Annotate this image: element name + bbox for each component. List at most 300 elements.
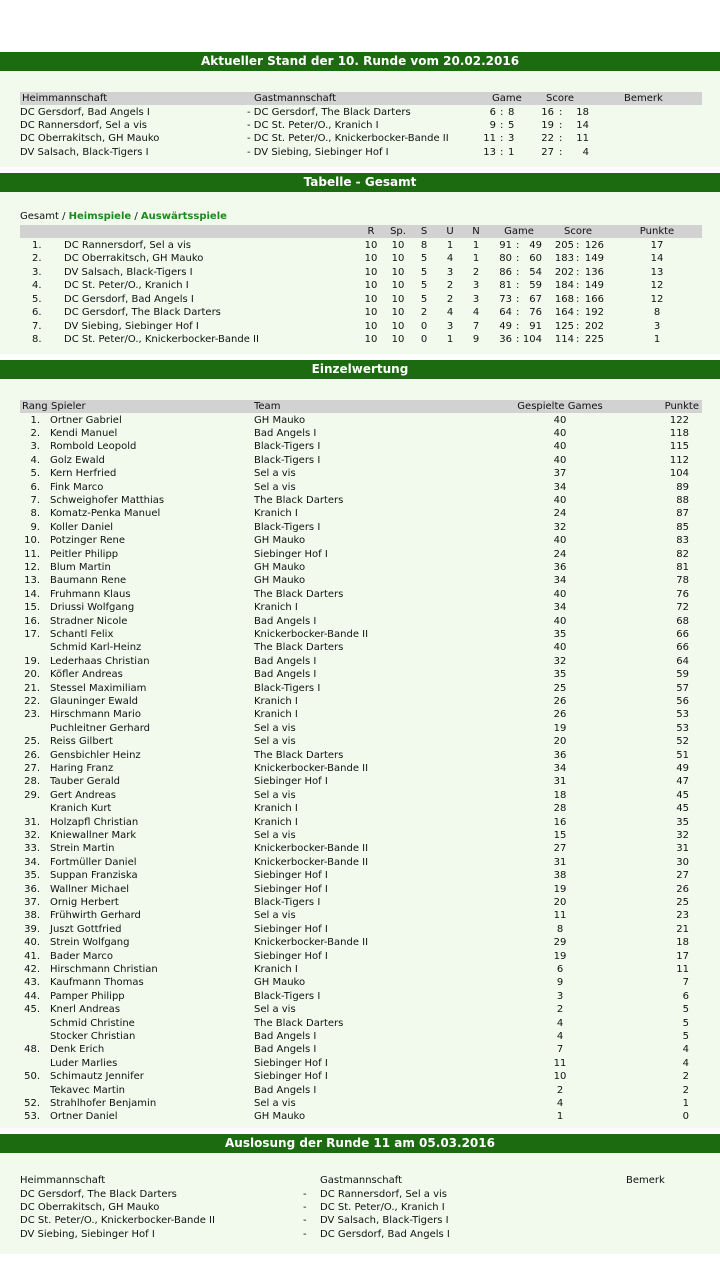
score-away: 11	[576, 133, 589, 145]
dash: -	[303, 1228, 307, 1240]
losses: 3	[472, 293, 480, 305]
player-points: 76	[676, 588, 689, 600]
guest-team: - DV Siebing, Siebinger Hof I	[247, 146, 389, 158]
header-guest: Gastmannschaft	[320, 1175, 402, 1186]
player-row	[0, 802, 720, 815]
rank: 16.	[24, 615, 40, 627]
player-name: Ortner Gabriel	[50, 414, 122, 426]
player-row	[0, 1110, 720, 1123]
player-name: Bader Marco	[50, 950, 114, 962]
team-name: Sel a vis	[254, 829, 296, 841]
wins: 5	[420, 266, 428, 278]
wins: 2	[420, 307, 428, 319]
rank: 42.	[24, 963, 40, 975]
score-won: 184	[554, 280, 574, 292]
played: 10	[391, 307, 405, 319]
player-row	[0, 1084, 720, 1097]
games-played: 35	[553, 669, 567, 681]
position: 8.	[32, 334, 42, 346]
player-name: Schmid Karl-Heinz	[50, 642, 142, 654]
player-row	[0, 695, 720, 708]
filter-all[interactable]: Gesamt	[20, 211, 59, 222]
rank: 34.	[24, 856, 40, 868]
position: 1.	[32, 239, 42, 251]
guest-team: DV Salsach, Black-Tigers I	[320, 1215, 449, 1227]
header-home: Heimmannschaft	[20, 1175, 106, 1186]
score-won: 183	[554, 253, 574, 265]
rank: 52.	[24, 1097, 40, 1109]
player-name: Schmid Christine	[50, 1017, 135, 1029]
player-name: Kranich Kurt	[50, 803, 112, 815]
player-name: Potzinger Rene	[50, 535, 126, 547]
player-row	[0, 548, 720, 561]
rank: 20.	[24, 669, 40, 681]
match-row	[0, 146, 720, 159]
player-points: 4	[682, 1044, 689, 1056]
player-name: Peitler Philipp	[50, 548, 119, 560]
team-name: Bad Angels I	[254, 1030, 317, 1042]
game-home: 6	[489, 106, 496, 118]
header-home: Heimmannschaft	[22, 93, 108, 104]
rank: 35.	[24, 870, 40, 882]
rank: 28.	[24, 776, 40, 788]
wins: 0	[420, 334, 428, 346]
player-row	[0, 816, 720, 829]
team-name: Siebinger Hof I	[254, 950, 328, 962]
played: 10	[391, 320, 405, 332]
draws: 3	[446, 266, 454, 278]
table-row	[0, 306, 720, 319]
draws: 3	[446, 320, 454, 332]
player-points: 23	[676, 910, 689, 922]
player-points: 5	[682, 1004, 689, 1016]
player-points: 82	[676, 548, 689, 560]
header-points: Punkte	[639, 226, 675, 237]
player-points: 4	[682, 1057, 689, 1069]
draw-header-row	[0, 1174, 720, 1187]
player-row	[0, 615, 720, 628]
header-game: Game	[492, 93, 522, 104]
games-played: 28	[553, 803, 567, 815]
player-name: Stocker Christian	[50, 1030, 136, 1042]
colon: :	[576, 239, 580, 251]
draws: 1	[446, 334, 454, 346]
position: 6.	[32, 307, 42, 319]
header-game: Game	[504, 226, 534, 237]
player-row	[0, 842, 720, 855]
header-n: N	[472, 226, 480, 237]
player-row	[0, 856, 720, 869]
player-row	[0, 1043, 720, 1056]
player-name: Köfler Andreas	[50, 669, 123, 681]
header-remark: Bemerk	[624, 93, 663, 104]
player-row	[0, 1003, 720, 1016]
draw-section	[0, 1134, 720, 1254]
games-played: 1	[556, 1111, 564, 1123]
games-played: 16	[553, 816, 567, 828]
rank: 4.	[30, 454, 40, 466]
colon: :	[576, 253, 580, 265]
header-s: S	[420, 226, 428, 237]
player-points: 17	[676, 950, 689, 962]
player-row	[0, 883, 720, 896]
rank: 44.	[24, 990, 40, 1002]
player-points: 66	[676, 628, 689, 640]
team-name: Sel a vis	[254, 910, 296, 922]
player-points: 53	[676, 722, 689, 734]
rank: 15.	[24, 602, 40, 614]
score-won: 168	[554, 293, 574, 305]
table-row	[0, 266, 720, 279]
rounds: 10	[364, 280, 378, 292]
header-sp: Sp.	[390, 226, 406, 237]
games-played: 32	[553, 521, 567, 533]
team-name: DC St. Peter/O., Kranich I	[64, 280, 189, 292]
draws: 1	[446, 239, 454, 251]
player-points: 2	[682, 1071, 689, 1083]
player-points: 52	[676, 736, 689, 748]
player-points: 0	[682, 1111, 689, 1123]
colon: :	[576, 266, 580, 278]
table-row	[0, 252, 720, 265]
colon: :	[516, 320, 520, 332]
games-played: 19	[553, 722, 567, 734]
colon: :	[576, 293, 580, 305]
player-name: Strahlhofer Benjamin	[50, 1097, 157, 1109]
score-lost: 202	[584, 320, 604, 332]
team-name: Bad Angels I	[254, 655, 317, 667]
team-name: Knickerbocker-Bande II	[254, 762, 369, 774]
filter-home[interactable]: Heimspiele	[68, 211, 132, 222]
games-played: 40	[553, 427, 567, 439]
table-row	[0, 333, 720, 346]
game-won: 64	[499, 307, 512, 319]
team-name: Kranich I	[254, 508, 298, 520]
games-played: 8	[556, 923, 564, 935]
rank: 22.	[24, 695, 40, 707]
player-name: Ortner Daniel	[50, 1111, 118, 1123]
player-row	[0, 454, 720, 467]
filter-away[interactable]: Auswärtsspiele	[140, 211, 227, 222]
player-row	[0, 1097, 720, 1110]
wins: 5	[420, 280, 428, 292]
player-points: 7	[682, 977, 689, 989]
player-name: Kern Herfried	[50, 468, 117, 480]
games-played: 36	[553, 561, 567, 573]
draws: 4	[446, 307, 454, 319]
player-row	[0, 1030, 720, 1043]
games-played: 34	[553, 762, 567, 774]
player-name: Blum Martin	[50, 561, 111, 573]
player-points: 5	[682, 1030, 689, 1042]
table-row	[0, 320, 720, 333]
team-name: Siebinger Hof I	[254, 923, 328, 935]
team-name: GH Mauko	[254, 535, 306, 547]
player-row	[0, 588, 720, 601]
header-u: U	[446, 226, 454, 237]
player-name: Rombold Leopold	[50, 441, 137, 453]
game-lost: 91	[529, 320, 542, 332]
team-name: The Black Darters	[254, 588, 344, 600]
player-row	[0, 775, 720, 788]
match-row	[0, 132, 720, 145]
header-score: Score	[546, 93, 575, 104]
colon: :	[516, 307, 520, 319]
team-name: Black-Tigers I	[254, 896, 321, 908]
games-played: 34	[553, 602, 567, 614]
player-name: Stradner Nicole	[50, 615, 128, 627]
player-row	[0, 1057, 720, 1070]
game-away: 3	[508, 133, 515, 145]
score-lost: 225	[584, 334, 604, 346]
points: 3	[653, 320, 661, 332]
player-name: Kniewallner Mark	[50, 829, 137, 841]
position: 2.	[32, 253, 42, 265]
rank: 29.	[24, 789, 40, 801]
header-games: Gespielte Games	[517, 401, 603, 412]
player-points: 83	[676, 535, 689, 547]
player-points: 112	[669, 454, 689, 466]
games-played: 35	[553, 628, 567, 640]
players-section	[0, 360, 720, 1128]
player-points: 53	[676, 709, 689, 721]
score-home: 22	[541, 133, 554, 145]
wins: 5	[420, 253, 428, 265]
player-name: Baumann Rene	[50, 575, 127, 587]
player-name: Haring Franz	[50, 762, 114, 774]
player-row	[0, 561, 720, 574]
player-points: 32	[676, 829, 689, 841]
losses: 1	[472, 253, 480, 265]
player-name: Kendi Manuel	[50, 427, 118, 439]
colon: :	[576, 307, 580, 319]
player-row	[0, 735, 720, 748]
team-name: Sel a vis	[254, 481, 296, 493]
rank: 45.	[24, 1004, 40, 1016]
team-name: Siebinger Hof I	[254, 1057, 328, 1069]
rank: 50.	[24, 1071, 40, 1083]
player-name: Stessel Maximiliam	[50, 682, 147, 694]
games-played: 40	[553, 615, 567, 627]
game-won: 36	[499, 334, 512, 346]
position: 4.	[32, 280, 42, 292]
player-name: Puchleitner Gerhard	[50, 722, 151, 734]
player-row	[0, 829, 720, 842]
team-name: Kranich I	[254, 803, 298, 815]
player-row	[0, 668, 720, 681]
header-points: Punkte	[664, 401, 699, 412]
points: 17	[650, 239, 664, 251]
team-name: Kranich I	[254, 602, 298, 614]
home-team: DC Gersdorf, The Black Darters	[20, 1188, 177, 1200]
games-played: 7	[556, 1044, 564, 1056]
team-name: DC Rannersdorf, Sel a vis	[64, 239, 191, 251]
team-name: Siebinger Hof I	[254, 548, 328, 560]
player-row	[0, 963, 720, 976]
team-name: Siebinger Hof I	[254, 870, 328, 882]
guest-team: - DC Gersdorf, The Black Darters	[247, 106, 411, 118]
rounds: 10	[364, 293, 378, 305]
player-name: Wallner Michael	[50, 883, 130, 895]
games-played: 40	[553, 642, 567, 654]
player-name: Schimautz Jennifer	[50, 1071, 144, 1083]
score-won: 164	[554, 307, 574, 319]
score-lost: 126	[584, 239, 604, 251]
player-row	[0, 923, 720, 936]
score-home: 16	[541, 106, 554, 118]
losses: 9	[472, 334, 480, 346]
team-name: Kranich I	[254, 709, 298, 721]
games-played: 19	[553, 950, 567, 962]
player-row	[0, 976, 720, 989]
player-points: 66	[676, 642, 689, 654]
rank: 11.	[24, 548, 40, 560]
losses: 4	[472, 307, 480, 319]
player-name: Denk Erich	[50, 1044, 105, 1056]
player-row	[0, 521, 720, 534]
rank: 7.	[30, 494, 40, 506]
games-played: 40	[553, 588, 567, 600]
position: 3.	[32, 266, 42, 278]
player-row	[0, 467, 720, 480]
colon: :	[559, 106, 563, 118]
team-name: Sel a vis	[254, 1004, 296, 1016]
player-row	[0, 909, 720, 922]
rank: 41.	[24, 950, 40, 962]
rounds: 10	[364, 253, 378, 265]
games-played: 31	[553, 776, 567, 788]
player-points: 89	[676, 481, 689, 493]
points: 13	[650, 266, 664, 278]
game-won: 49	[499, 320, 512, 332]
team-name: Black-Tigers I	[254, 521, 321, 533]
player-points: 72	[676, 602, 689, 614]
team-name: Sel a vis	[254, 1097, 296, 1109]
rank: 13.	[24, 575, 40, 587]
games-played: 26	[553, 695, 567, 707]
table-row	[0, 293, 720, 306]
draw-title: Auslosung der Runde 11 am 05.03.2016	[0, 1134, 720, 1153]
game-lost: 76	[529, 307, 542, 319]
player-points: 11	[676, 963, 689, 975]
game-lost: 59	[529, 280, 542, 292]
player-points: 81	[676, 561, 689, 573]
home-team: DC Oberrakitsch, GH Mauko	[20, 1201, 160, 1213]
draws: 4	[446, 253, 454, 265]
fixture-row	[0, 1228, 720, 1241]
team-name: DV Siebing, Siebinger Hof I	[64, 320, 199, 332]
rank: 27.	[24, 762, 40, 774]
games-played: 24	[553, 548, 567, 560]
rounds: 10	[364, 266, 378, 278]
team-name: Sel a vis	[254, 468, 296, 480]
player-name: Fink Marco	[50, 481, 104, 493]
rank: 6.	[30, 481, 40, 493]
game-home: 11	[483, 133, 496, 145]
player-points: 104	[669, 468, 689, 480]
rounds: 10	[364, 239, 378, 251]
header-r: R	[367, 226, 375, 237]
rank: 1.	[30, 414, 40, 426]
player-points: 21	[676, 923, 689, 935]
player-name: Golz Ewald	[50, 454, 105, 466]
dash: -	[303, 1215, 307, 1227]
games-played: 29	[553, 937, 567, 949]
fixture-row	[0, 1201, 720, 1214]
colon: :	[559, 119, 563, 131]
rank: 37.	[24, 896, 40, 908]
rank: 31.	[24, 816, 40, 828]
player-points: 68	[676, 615, 689, 627]
player-row	[0, 1070, 720, 1083]
rank: 25.	[24, 736, 40, 748]
player-points: 26	[676, 883, 689, 895]
rank: 14.	[24, 588, 40, 600]
player-name: Komatz-Penka Manuel	[50, 508, 161, 520]
match-row	[0, 119, 720, 132]
rank: 38.	[24, 910, 40, 922]
colon: :	[516, 253, 520, 265]
games-played: 37	[553, 468, 567, 480]
round-section	[0, 52, 720, 167]
rank: 5.	[30, 468, 40, 480]
player-points: 49	[676, 762, 689, 774]
team-name: Siebinger Hof I	[254, 1071, 328, 1083]
wins: 8	[420, 239, 428, 251]
header-team: Team	[254, 401, 281, 412]
player-name: Holzapfl Christian	[50, 816, 139, 828]
games-played: 20	[553, 736, 567, 748]
rank: 36.	[24, 883, 40, 895]
team-name: GH Mauko	[254, 414, 306, 426]
wins: 0	[420, 320, 428, 332]
game-won: 86	[499, 266, 512, 278]
player-row	[0, 534, 720, 547]
game-lost: 54	[529, 266, 542, 278]
played: 10	[391, 239, 405, 251]
player-name: Hirschmann Mario	[50, 709, 141, 721]
team-name: Bad Angels I	[254, 615, 317, 627]
player-points: 1	[682, 1097, 689, 1109]
team-name: Black-Tigers I	[254, 441, 321, 453]
header-remark: Bemerk	[626, 1175, 665, 1186]
fixture-row	[0, 1214, 720, 1227]
games-played: 9	[556, 977, 564, 989]
score-away: 18	[576, 106, 589, 118]
rank: 40.	[24, 937, 40, 949]
player-row	[0, 1017, 720, 1030]
games-played: 24	[553, 508, 567, 520]
player-row	[0, 936, 720, 949]
colon: :	[516, 266, 520, 278]
rank: 9.	[30, 521, 40, 533]
home-team: DC Rannersdorf, Sel a vis	[20, 119, 147, 131]
played: 10	[391, 280, 405, 292]
score-lost: 192	[584, 307, 604, 319]
games-played: 18	[553, 789, 567, 801]
game-home: 13	[483, 146, 496, 158]
draws: 2	[446, 280, 454, 292]
rank: 2.	[30, 427, 40, 439]
player-points: 5	[682, 1017, 689, 1029]
rounds: 10	[364, 320, 378, 332]
guest-team: DC Gersdorf, Bad Angels I	[320, 1228, 450, 1240]
rank: 53.	[24, 1111, 40, 1123]
match-row	[0, 106, 720, 119]
games-played: 19	[553, 883, 567, 895]
colon: :	[576, 280, 580, 292]
player-name: Juszt Gottfried	[50, 923, 122, 935]
